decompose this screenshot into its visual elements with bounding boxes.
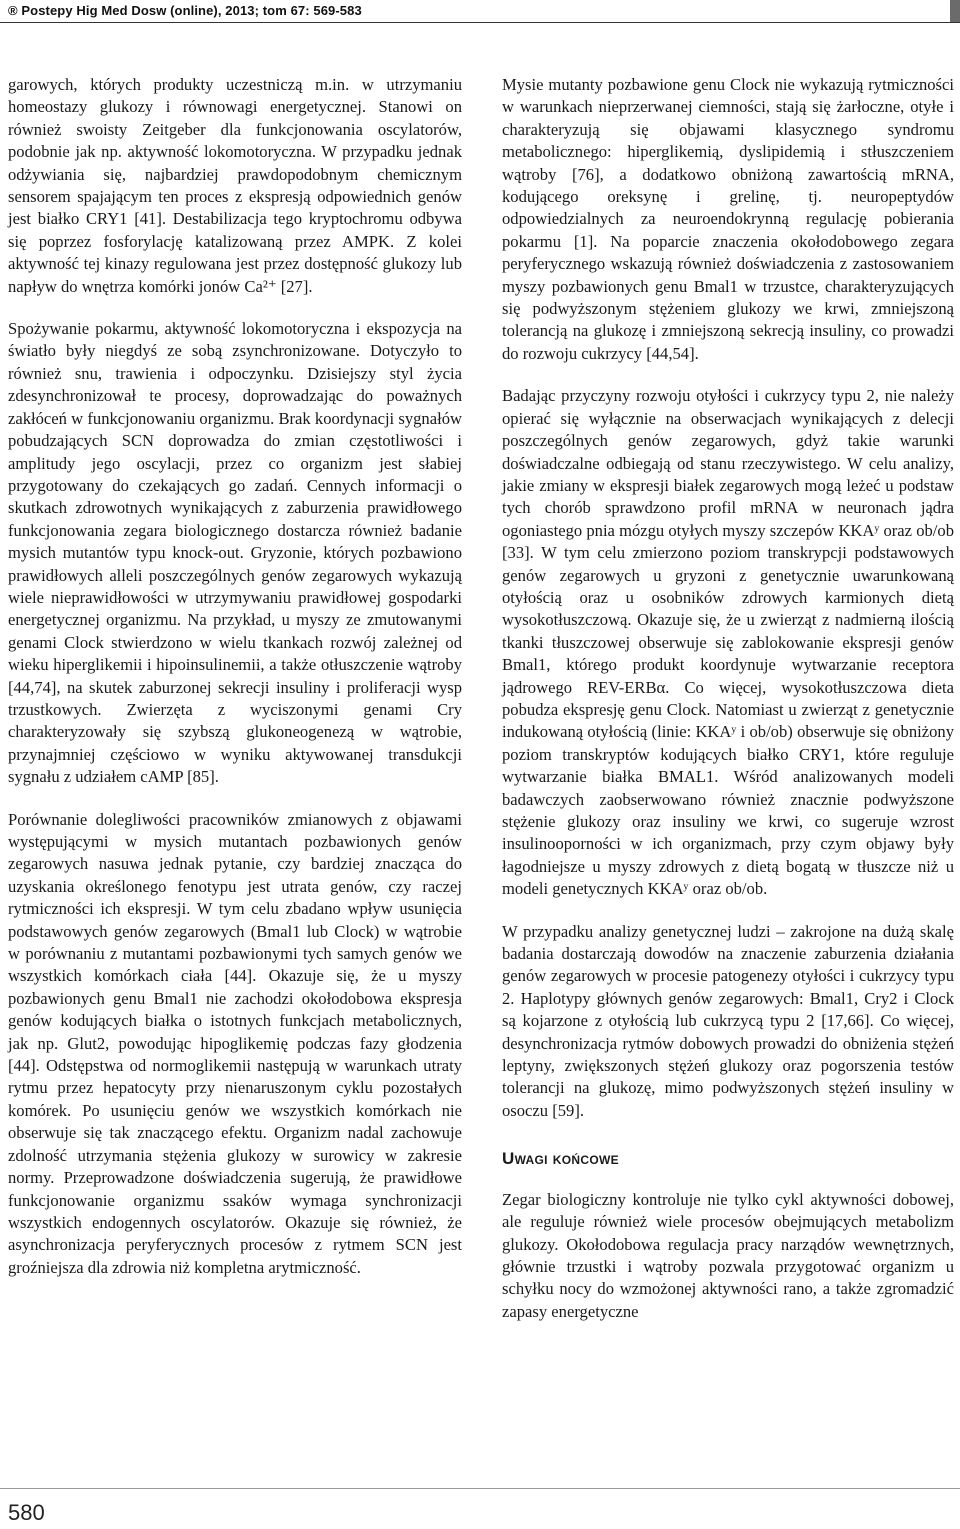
paragraph: Spożywanie pokarmu, aktywność lokomotoryczna i ekspozycja na światło były niegdyś ze sobą zsynchronizowane. Dotyczyło to również snu, trawienia i odpoczynku. Dzisiejszy styl życia zdesynchronizował te procesy, doprowadzając do poważnych zakłóceń w funkcjonowaniu organizmu. Brak koordynacji sygnałów pobudzających SCN doprowadza do zmian częstotliwości i amplitudy jego oscylacji, przez co organizm jest słabiej przygotowany do czekających go zadań. Cennych informacji o skutkach zdrowotnych wynikających z zaburzenia prawidłowego funkcjonowania zegara biologicznego dostarcza również badanie mysich mutantów typu knock-out. Gryzonie, których pozbawiono prawidłowych alleli poszczególnych genów zegarowych wykazują wiele nieprawidłowości w utrzymywaniu prawidłowej gospodarki energetycznej organizmu. Na przykład, u myszy ze zmutowanymi genami Clock stwierdzono w wielu tkankach rozwój zależnej od wieku hiperglikemii i hipoinsulinemii, a także otłuszczenie wątroby [44,74], na skutek zaburzonej sekrecji insuliny i proliferacji wysp trzustkowych. Zwierzęta z wyciszonymi genami Cry charakteryzowały się szybszą glukoneogenezą w wątrobie, przynajmniej częściowo w wyniku aktywowanej transdukcji sygnału z udziałem cAMP [85]. <box>8 319 462 787</box>
footer-divider <box>0 1488 960 1489</box>
journal-citation: ® Postepy Hig Med Dosw (online), 2013; tom 67: 569-583 <box>8 3 362 18</box>
paragraph: W przypadku analizy genetycznej ludzi – zakrojone na dużą skalę badania dostarczają dowodów na znaczenie zaburzenia działania genów zegarowych w procesie patogenezy otyłości i cukrzycy typu 2. Haplotypy głównych genów zegarowych: Bmal1, Cry2 i Clock są kojarzone z otyłością lub cukrzycą typu 2 [17,66]. Co więcej, desynchronizacja rytmów dobowych prowadzi do obniżenia stężeń leptyny, zwiększonych stężeń glukozy oraz pogorszenia testów tolerancji na glukozę, mimo podwyższonych stężeń insuliny w osoczu [59]. <box>502 921 954 1120</box>
left-column <box>8 74 462 1279</box>
paragraph: garowych, których produkty uczestniczą m.in. w utrzymaniu homeostazy glukozy i równowagi energetycznej. Stanowi on również swoisty Zeitgeber dla funkcjonowania oscylatorów, podobnie jak np. aktywność lokomotoryczna. W przypadku jednak odżywiania się, najbardziej prawdopodobnym chemicznym sensorem spajającym ten proces z ekspresją odpowiednich genów jest białko CRY1 [41]. Destabilizacja tego kryptochromu odbywa się poprzez fosforylację katalizowaną przez AMPK. Z kolei aktywność tej kinazy regulowana jest przez dostępność glukozy lub napływ do wnętrza komórki jonów Ca²⁺ [27]. <box>8 75 462 296</box>
paragraph: Zegar biologiczny kontroluje nie tylko cykl aktywności dobowej, ale reguluje również wiele procesów obejmujących metabolizm glukozy. Okołodobowa regulacja pracy narządów wewnętrznych, głównie trzustki i wątroby pozwala przygotować organizm u schyłku nocy do wzmożonej aktywności rano, a także zgromadzić zapasy energetyczne <box>502 1189 954 1321</box>
paragraph: Mysie mutanty pozbawione genu Clock nie wykazują rytmiczności w warunkach nieprzerwanej ciemności, stają się żarłoczne, otyłe i charakteryzują się objawami klasycznego syndromu metabolicznego: hiperglikemią, dyslipidemią i stłuszczeniem wątroby [76], a dodatkowo obniżoną zawartością mRNA, kodującego oreksynę i grelinę, tj. neuropeptydów odpowiedzialnych za neuroendokrynną regulację pobierania pokarmu [1]. Na poparcie znaczenia okołodobowego zegara peryferycznego wskazują również doświadczenia z zastosowaniem myszy pozbawionych genu Bmal1 w trzustce, charakteryzujących się podwyższonym stężeniem glukozy we krwi, zmniejszoną tolerancją na glukozę i zmniejszoną sekrecją insuliny, co prowadzi do rozwoju cukrzycy [44,54]. <box>502 75 954 363</box>
header-accent-bar <box>950 0 960 22</box>
right-column <box>502 74 954 1323</box>
journal-header <box>0 0 960 23</box>
paragraph: Badając przyczyny rozwoju otyłości i cukrzycy typu 2, nie należy opierać się wyłącznie na obserwacjach wynikających z delecji poszczególnych genów zegarowych, gdyż takie warunki doświadczalne odbiegają od stanu rzeczywistego. W celu analizy, jakie zmiany w ekspresji białek zegarowych mogą leżeć u podstaw tych chorób sprawdzono profil mRNA w neuronach jądra ogoniastego pnia mózgu otyłych myszy szczepów KKAʸ oraz ob/ob [33]. W tym celu zmierzono poziom transkrypcji podstawowych genów zegarowych u gryzoni z genetycznie uwarunkowaną otyłością oraz u osobników zdrowych karmionych dietą wysokotłuszczową. Okazuje się, że u zwierząt z nadmierną ilością tkanki tłuszczowej obserwuje się zablokowanie ekspresji genów Bmal1, którego produkt koordynuje wytwarzanie receptora jądrowego REV-ERBα. Co więcej, wysokotłuszczowa dieta pobudza ekspresję genu Clock. Natomiast u zwierząt z genetycznie indukowaną otyłością (linie: KKAʸ i ob/ob) obserwuje się obniżony poziom transkryptów kodujących białko CRY1, które reguluje wytwarzanie białka BMAL1. Wśród analizowanych modeli badawczych zaobserwowano również znacznie podwyższone stężenie glukozy oraz insuliny we krwi, co sugeruje wzrost insulinooporności w ich organizmach, przy czym objawy były łagodniejsze u myszy zdrowych z dietą bogatą w tłuszcze niż u modeli genetycznych KKAʸ oraz ob/ob. <box>502 386 954 899</box>
paragraph: Porównanie dolegliwości pracowników zmianowych z objawami występującymi w mysich mutantach pozbawionych genów zegarowych nasuwa jednak pytanie, czy bardziej znacząca do uzyskania określonego fenotypu jest utrata genów, czy raczej rytmiczności ich ekspresji. W tym celu zbadano wpływ usunięcia podstawowych genów zegarowych (Bmal1 lub Clock) w wątrobie w porównaniu z mutantami pozbawionymi tych samych genów we wszystkich komórkach ciała [44]. Okazuje się, że u myszy pozbawionych genu Bmal1 nie zachodzi okołodobowa ekspresja genów kodujących białka o istotnych funkcjach metabolicznych, jak np. Glut2, powodując hipoglikemię podczas fazy głodzenia [44]. Odstępstwa od normoglikemii następują w warunkach utraty rytmu przez hepatocyty przy nienaruszonym cyklu pozostałych komórek. Po usunięciu genów we wszystkich komórkach nie obserwuje się tak znaczącego efektu. Organizm nadal zachowuje zdolność utrzymania stężenia glukozy w surowicy w zakresie normy. Przeprowadzone doświadczenia sugerują, że prawidłowe funkcjonowanie organizmu ssaków wymaga synchronizacji wszystkich endogennych oscylatorów. Okazuje się również, że asynchronizacja peryferycznych procesów z rytmem SCN jest groźniejsza dla zdrowia niż kompletna arytmiczność. <box>8 809 462 1277</box>
section-heading: Uwagi końcowe <box>502 1149 619 1169</box>
page-number: 580 <box>8 1500 45 1525</box>
